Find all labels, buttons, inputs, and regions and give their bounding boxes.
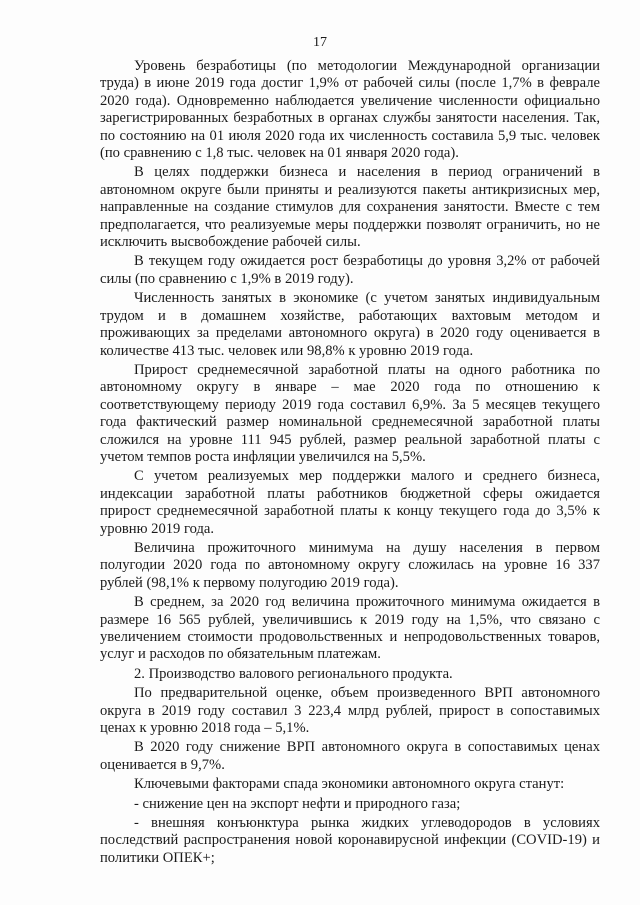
page-number: 17	[313, 35, 327, 50]
paragraph-wage-growth: Прирост среднемесячной заработной платы на одного работника по автономному округу в январе – мае 2020 года по отношению к соответствующему периоду 2019 года составил 6,9%. За 5 месяцев текущего года фактический размер номинальной среднемесячной заработной платы сложился на уровне 111 945 рублей, размер реальной заработной платы с учетом темпов роста инфляции увеличился на 5,5%.	[100, 361, 600, 465]
paragraph-subsistence-minimum: Величина прожиточного минимума на душу населения в первом полугодии 2020 года по автономному округу сложилась на уровне 16 337 рублей (98,1% к первому полугодию 2019 года).	[100, 539, 600, 591]
paragraph-employment: Численность занятых в экономике (с учетом занятых индивидуальным трудом и в домашнем хозяйстве, работающих вахтовым методом и проживающих за пределами автономного округа) в 2020 году оценивается в количестве 413 тыс. человек или 98,8% к уровню 2019 года.	[100, 290, 600, 359]
paragraph-key-factors: Ключевыми факторами спада экономики автономного округа станут:	[134, 776, 565, 793]
paragraph-unemployment-forecast: В текущем году ожидается рост безработицы до уровня 3,2% от рабочей силы (по сравнению с 1,9% в 2019 году).	[100, 253, 600, 287]
section-heading-grp: 2. Производство валового регионального продукта.	[134, 665, 453, 682]
paragraph-unemployment: Уровень безработицы (по методологии Международной организации труда) в июне 2019 года достиг 1,9% от рабочей силы (после 1,7% в феврале 2020 года). Одновременно наблюдается увеличение численности официально зарегистрированных безработных в органах службы занятости населения. Так, по состоянию на 01 июля 2020 года их численность составила 5,9 тыс. человек (по сравнению с 1,8 тыс. человек на 01 января 2020 года).	[100, 58, 600, 162]
document-body	[100, 58, 600, 869]
paragraph-grp-2019: По предварительной оценке, объем произведенного ВРП автономного округа в 2019 году составил 3 223,4 млрд рублей, прирост в сопоставимых ценах к уровню 2018 года – 5,1%.	[100, 685, 600, 737]
paragraph-subsistence-forecast: В среднем, за 2020 год величина прожиточного минимума ожидается в размере 16 565 рублей, увеличившись к 2019 году на 1,5%, что связано с увеличением стоимости продовольственных и непродовольственных товаров, услуг и расходов по обязательным платежам.	[100, 594, 600, 663]
paragraph-support-measures: В целях поддержки бизнеса и населения в период ограничений в автономном округе были приняты и реализуются пакеты антикризисных мер, направленные на создание стимулов для сохранения занятости. Вместе с тем предполагается, что реализуемые меры поддержки позволят ограничить, но не исключить высвобождение рабочей силы.	[100, 164, 600, 251]
list-item: - снижение цен на экспорт нефти и природного газа;	[134, 795, 461, 812]
list-item: - внешняя конъюнктура рынка жидких углеводородов в условиях последствий распространения новой коронавирусной инфекции (COVID-19) и политики ОПЕК+;	[100, 815, 600, 866]
paragraph-grp-2020: В 2020 году снижение ВРП автономного округа в сопоставимых ценах оценивается в 9,7%.	[100, 739, 600, 773]
paragraph-wage-forecast: С учетом реализуемых мер поддержки малого и среднего бизнеса, индексации заработной платы работников бюджетной сферы ожидается прирост среднемесячной заработной платы к концу текущего года до 3,5% к уровню 2019 года.	[100, 468, 600, 537]
